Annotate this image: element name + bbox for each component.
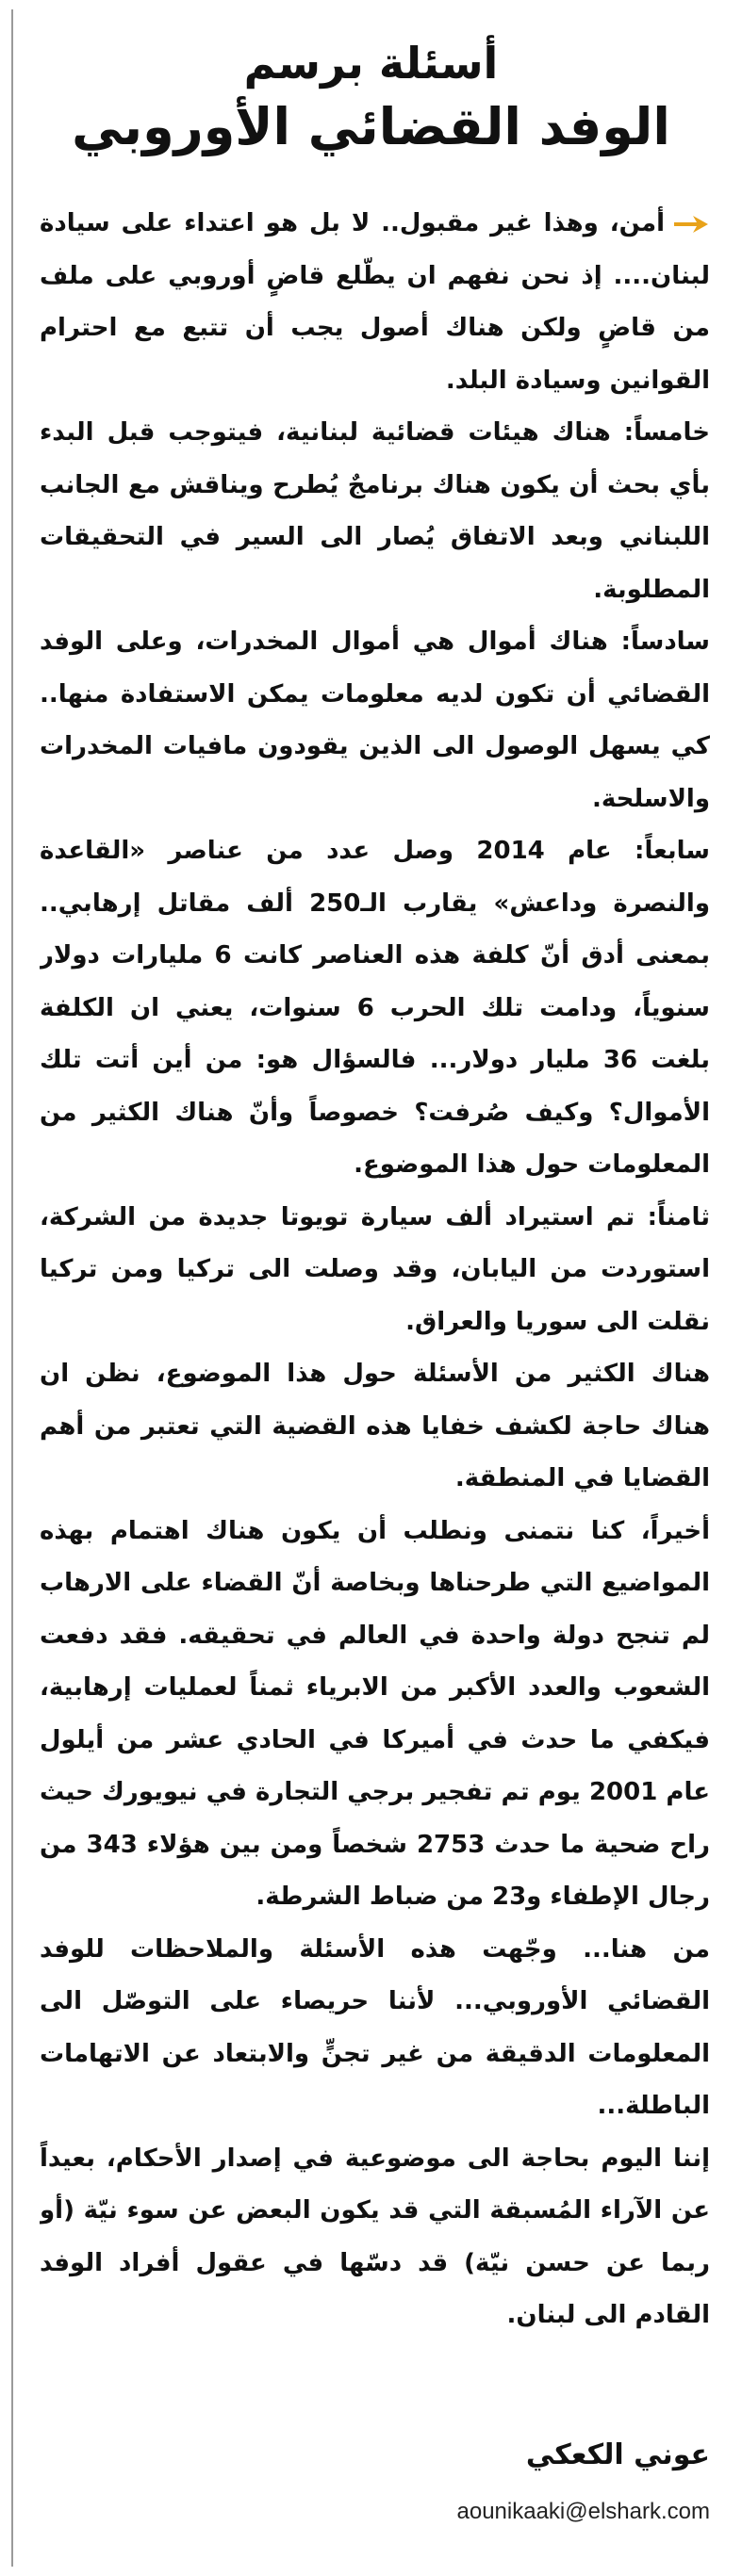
article-body xyxy=(40,198,710,2403)
paragraph-8: من هنا... وجّهت هذه الأسئلة والملاحظات للوفد القضائي الأوروبي... لأننا حريصاء على التوصّل الى المعلومات الدقيقة من غير تجنٍّ والابتعاد عن الاتهامات الباطلة... xyxy=(40,1934,710,2120)
author-email[interactable]: aounikaaki@elshark.com xyxy=(456,2499,710,2524)
title-line-1: أسئلة برسم xyxy=(243,38,499,89)
title-line-2: الوفد القضائي الأوروبي xyxy=(72,97,670,156)
column-divider xyxy=(11,9,13,2567)
paragraph-7: أخيراً، كنا نتمنى ونطلب أن يكون هناك اهتمام بهذه المواضيع التي طرحناها وبخاصة أنّ القضاء على الارهاب لم تنجح دولة واحدة في العالم في تحقيقه. فقد دفعت الشعوب والعدد الأكبر من الابرياء ثمناً لعمليات إرهابية، فيكفي ما حدث في أميركا في الحادي عشر من أيلول عام 2001 يوم تم تفجير برجي التجارة في نيويورك حيث راح ضحية ما حدث 2753 شخصاً ومن بين هؤلاء 343 من رجال الإطفاء و23 من ضباط الشرطة. xyxy=(40,1516,710,1911)
paragraph-text: أمن، وهذا غير مقبول.. لا بل هو اعتداء على سيادة لبنان.... إذ نحن نفهم ان يطّلع قاضٍ أوروبي على ملف من قاضٍ ولكن هناك أصول يجب أن تتبع مع احترام القوانين وسيادة البلد. xyxy=(40,209,710,395)
paragraph-3: سادساً: هناك أموال هي أموال المخدرات، وعلى الوفد القضائي أن تكون لديه معلومات يمكن الاستفادة منها.. كي يسهل الوصول الى الذين يقودون مافيات المخدرات والاسلحة. xyxy=(40,628,710,813)
paragraph-2: خامساً: هناك هيئات قضائية لبنانية، فيتوجب قبل البدء بأي بحث أن يكون هناك برنامجٌ يُطرح ويناقش مع الجانب اللبناني وبعد الاتفاق يُصار الى السير في التحقيقات المطلوبة. xyxy=(40,418,710,604)
article-page xyxy=(11,9,731,2567)
author-name: عوني الكعكي xyxy=(525,2438,710,2471)
paragraph-6: هناك الكثير من الأسئلة حول هذا الموضوع، نظن ان هناك حاجة لكشف خفايا هذه القضية التي تعتبر من أهم القضايا في المنطقة. xyxy=(40,1360,710,1492)
author-signature xyxy=(40,2435,710,2531)
paragraph-1 xyxy=(40,198,710,407)
article-title xyxy=(30,34,712,162)
paragraph-4: سابعاً: عام 2014 وصل عدد من عناصر «القاعدة والنصرة وداعش» يقارب الـ250 ألف مقاتل إرهابي.. بمعنى أدق أنّ كلفة هذه العناصر كانت 6 مليارات دولار سنوياً، ودامت تلك الحرب 6 سنوات، يعني ان الكلفة بلغت 36 مليار دولار... فالسؤال هو: من أين أتت تلك الأموال؟ وكيف صُرفت؟ خصوصاً وأنّ هناك الكثير من المعلومات حول هذا الموضوع. xyxy=(40,837,710,1179)
arrow-icon xyxy=(672,213,710,236)
paragraph-9: إننا اليوم بحاجة الى موضوعية في إصدار الأحكام، بعيداً عن الآراء المُسبقة التي قد يكون البعض عن سوء نيّة (أو ربما عن حسن نيّة) قد دسّها في عقول أفراد الوفد القادم الى لبنان. xyxy=(40,2144,710,2329)
paragraph-5: ثامناً: تم استيراد ألف سيارة تويوتا جديدة من الشركة، استوردت من اليابان، وقد وصلت الى تركيا ومن تركيا نقلت الى سوريا والعراق. xyxy=(40,1202,710,1336)
